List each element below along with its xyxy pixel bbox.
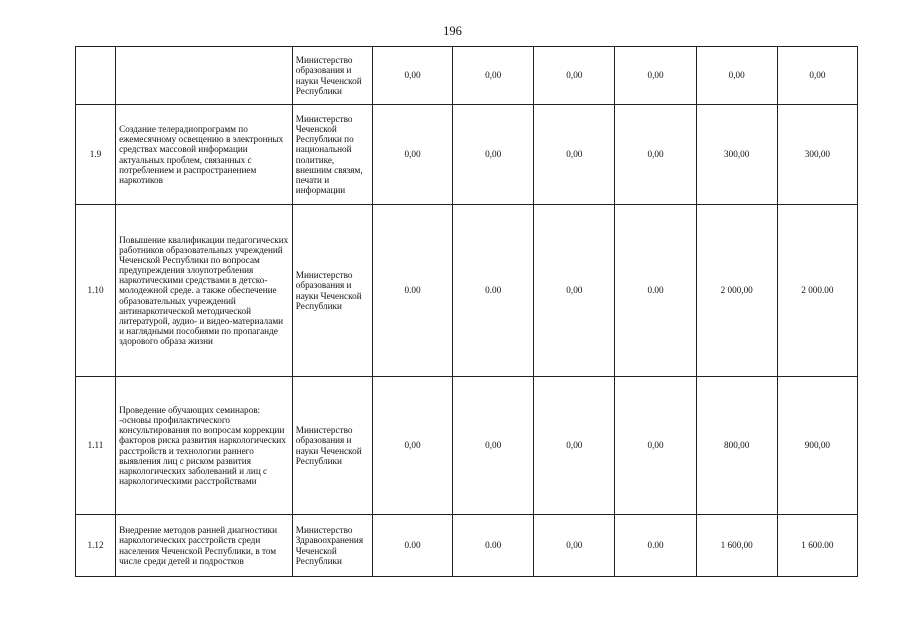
row-description: Внедрение методов ранней диагностики наркологических расстройств среди населения Чеченской Республики, в том числе среди детей и подростков xyxy=(116,515,293,577)
value-cell: 0,00 xyxy=(615,377,696,515)
value-cell: 0,00 xyxy=(777,47,857,105)
table-row xyxy=(76,105,858,205)
row-number: 1.10 xyxy=(76,205,116,377)
value-cell: 0,00 xyxy=(534,105,615,205)
row-description: Повышение квалификации педагогических работников образовательных учреждений Чеченской Республики по вопросам предупреждения злоупотребления наркотическими средствами в детско-молодежной среде. а также обеспечение образовательных учреждений антинаркотической методической литературой, аудио- и видео-материалами и наглядными пособиями по пропаганде здорового образа жизни xyxy=(116,205,293,377)
value-cell: 0,00 xyxy=(453,105,534,205)
row-number: 1.11 xyxy=(76,377,116,515)
value-cell: 300,00 xyxy=(696,105,777,205)
value-cell: 0,00 xyxy=(534,205,615,377)
value-cell: 0,00 xyxy=(696,47,777,105)
value-cell: 0,00 xyxy=(372,377,452,515)
row-executor: Министерство образования и науки Чеченской Республики xyxy=(292,205,372,377)
row-executor: Министерство образования и науки Чеченской Республики xyxy=(292,47,372,105)
value-cell: 900,00 xyxy=(777,377,857,515)
table-row xyxy=(76,205,858,377)
row-description: Проведение обучающих семинаров: -основы профилактического консультирования по вопросам коррекции факторов риска развития наркологических расстройств и технологии раннего выявления лиц с риском развития наркологических заболеваний и лиц с наркологическими расстройствами xyxy=(116,377,293,515)
row-description: Создание телерадиопрограмм по ежемесячному освещению в электронных средствах массовой информации актуальных проблем, связанных с потреблением и распространением наркотиков xyxy=(116,105,293,205)
row-description xyxy=(116,47,293,105)
value-cell: 800,00 xyxy=(696,377,777,515)
program-table xyxy=(75,46,858,577)
value-cell: 0.00 xyxy=(453,515,534,577)
row-number: 1.9 xyxy=(76,105,116,205)
row-executor: Министерство Здравоохранения Чеченской Республики xyxy=(292,515,372,577)
value-cell: 0,00 xyxy=(372,47,452,105)
table-row xyxy=(76,47,858,105)
value-cell: 0,00 xyxy=(615,47,696,105)
table-row xyxy=(76,515,858,577)
row-executor: Министерство Чеченской Республики по национальной политике, внешним связям, печати и информации xyxy=(292,105,372,205)
value-cell: 0,00 xyxy=(615,105,696,205)
value-cell: 0,00 xyxy=(534,47,615,105)
value-cell: 0.00 xyxy=(372,515,452,577)
value-cell: 1 600.00 xyxy=(777,515,857,577)
value-cell: 0.00 xyxy=(453,205,534,377)
row-executor: Министерство образования и науки Чеченской Республики xyxy=(292,377,372,515)
page-number: 196 xyxy=(443,24,462,38)
value-cell: 1 600,00 xyxy=(696,515,777,577)
value-cell: 0,00 xyxy=(453,377,534,515)
row-number: 1.12 xyxy=(76,515,116,577)
table-row xyxy=(76,377,858,515)
value-cell: 2 000,00 xyxy=(696,205,777,377)
value-cell: 0.00 xyxy=(372,205,452,377)
row-number xyxy=(76,47,116,105)
value-cell: 300,00 xyxy=(777,105,857,205)
value-cell: 0,00 xyxy=(534,377,615,515)
value-cell: 0.00 xyxy=(615,515,696,577)
value-cell: 0,00 xyxy=(534,515,615,577)
value-cell: 0,00 xyxy=(372,105,452,205)
value-cell: 2 000.00 xyxy=(777,205,857,377)
value-cell: 0.00 xyxy=(615,205,696,377)
value-cell: 0,00 xyxy=(453,47,534,105)
